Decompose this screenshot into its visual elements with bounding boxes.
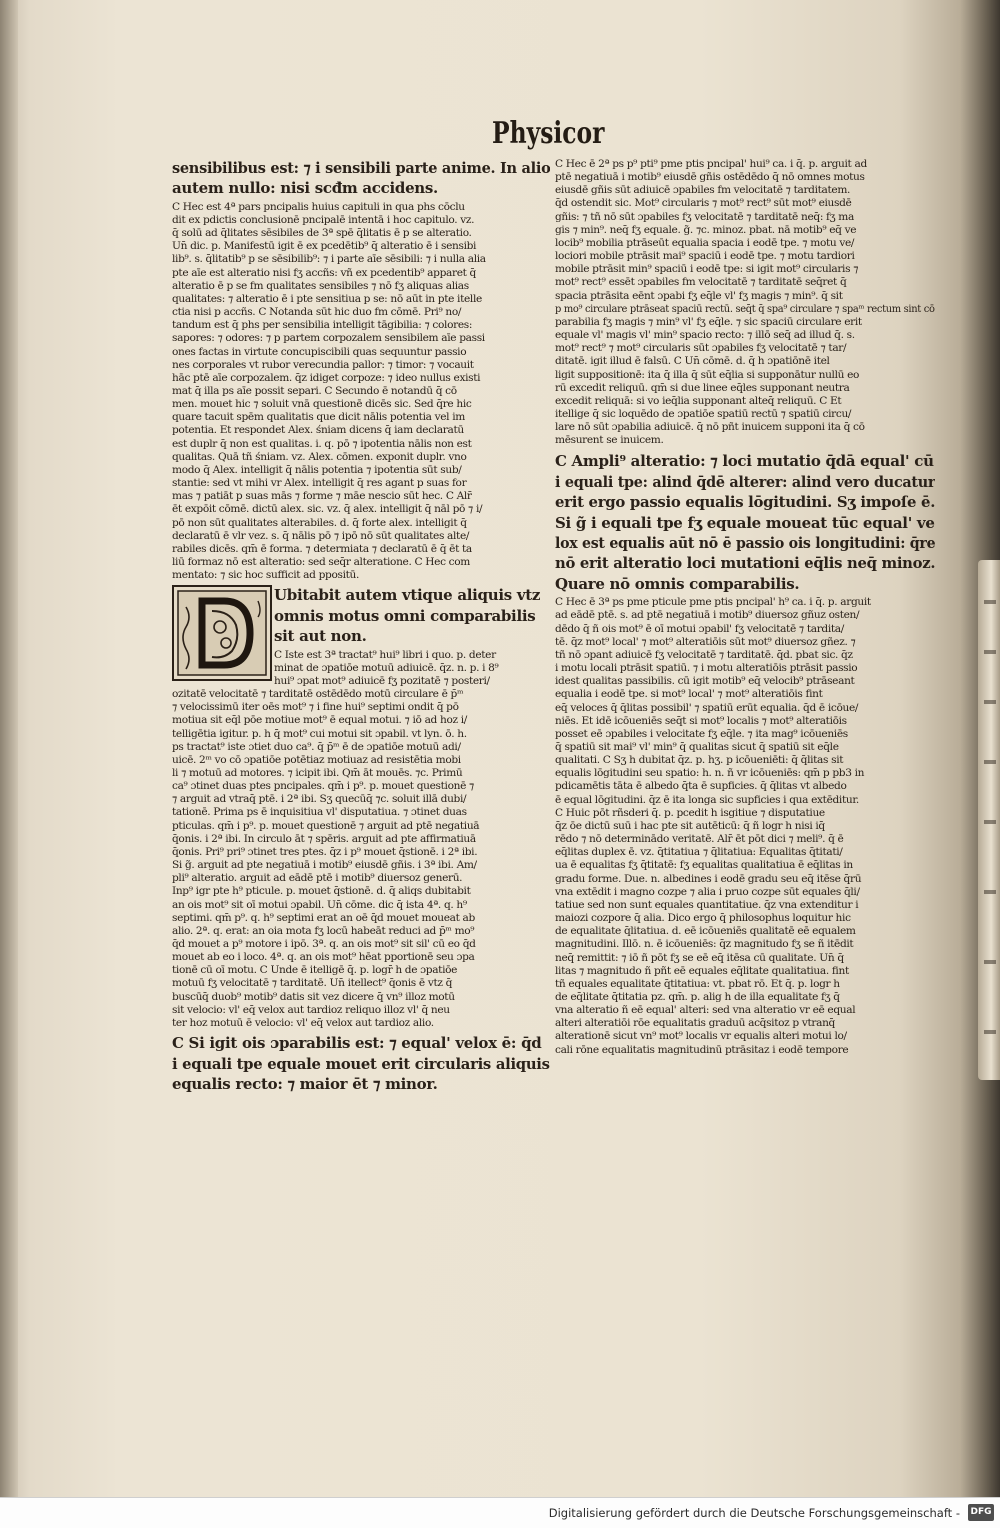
- text-line: C Hec ē 2ª ps p⁹ pti⁹ pme ptis pncipal' hui⁹ ca. i q̄. p. arguit ad: [555, 158, 867, 170]
- text-line: gradu forme. Due. n. albedines i eodē gradu seu eq̄ itēse q̄rū: [555, 872, 862, 885]
- text-line: q̄ solū ad q̄litates sēsibiles de 3ª spē q̄litatis ē p se alteratio.: [172, 227, 472, 240]
- text-line: rēdo ⁊ nō determinādo veritatē. Alr̄ ēt pōt dici ⁊ meli⁹. q̄ ē: [555, 833, 844, 846]
- text-line: p mo⁹ circulare ptrāseat spaciū rectū. seq̄t q̄ spa⁹ circulare ⁊ spaᵐ rectum sint cō: [555, 302, 935, 315]
- text-line: tationē. Prima ps ē inquisitiua vl' disputatiua. ⁊ ɔtinet duas: [172, 806, 467, 819]
- text-line: Quare nō omnis comparabilis.: [555, 574, 800, 593]
- text-line: potentia. Et respondet Alex. śniam dicens q̄ iam declaratū: [172, 424, 464, 437]
- text-line: C Huic pōt rñsderi q̄. p. pcedit h isgitiue ⁊ disputatiue: [555, 806, 825, 819]
- text-line: quare tacuit spēm qualitatis que dicit nālis potentia vel im: [172, 411, 465, 424]
- text-line: li ⁊ motuū ad motores. ⁊ icipit ibi. Qm̄ āt mouēs. ⁊c. Primū: [172, 766, 463, 779]
- text-line: nes corporales vt rubor verecundia pallor: ⁊ timor: ⁊ vocauit: [172, 358, 474, 371]
- text-line: alterationē sicut vn⁹ mot⁹ localis vr equalis alteri motui lo/: [555, 1030, 847, 1043]
- text-line: mot⁹ rect⁹ ⁊ mot⁹ circularis sūt ɔpabiles fʒ velocitatē ⁊ tar/: [555, 342, 847, 355]
- text-line: i equali tpe: alind q̄dē alterer: alind vero ducatur: [555, 472, 935, 491]
- text-line: q̄d ostendit sic. Mot⁹ circularis ⁊ mot⁹ rect⁹ sūt mot⁹ eiusdē: [555, 197, 852, 210]
- text-line: sensibilibus est: ⁊ i sensibili parte anime. In alio: [172, 159, 550, 177]
- text-line: Inp⁹ igr pte h⁹ pticule. p. mouet q̄stionē. d. q̄ aliqs dubitabit: [172, 885, 471, 898]
- page-gutter-shadow: [0, 0, 18, 1497]
- text-line: pli⁹ alteratio. arguit ad eādē ptē i motib⁹ diuersoz generū.: [172, 872, 463, 885]
- text-line: nō erit alteratio loci mutationi eq̄lis neq̄ minoz.: [555, 554, 935, 573]
- text-line: minat de ɔpatiōe motuū adiuicē. q̄z. n. p. i 8⁹: [274, 661, 499, 674]
- text-line: pdicamētis tāta ē albedo q̄ta ē supficies. q̄ q̄litas vt albedo: [555, 780, 847, 793]
- text-line: est duplr q̄ non est qualitas. i. q. pō ⁊ ipotentia nālis non est: [172, 437, 472, 450]
- text-line: vna extēdit i magno cozpe ⁊ alia i pruo cozpe sūt equales q̄li/: [555, 885, 860, 898]
- text-line: mas ⁊ patiāt p suas mās ⁊ forme ⁊ māe nescio sūt hec. C Alr̄: [172, 490, 472, 503]
- text-line: modo q̄ Alex. intelligit q̄ nālis potentia ⁊ ipotentia sūt sub/: [172, 463, 462, 476]
- text-line: q̄onis. i 2ª ibi. In circulo āt ⁊ spēris. arguit ad pte affirmatiuā: [172, 832, 476, 845]
- commentary-block: [172, 201, 550, 583]
- text-line: ēt expōit cōmē. dictū alex. sic. vz. q̄ alex. intelligit q̄ nāl pō ⁊ i/: [172, 503, 483, 516]
- text-line: q̄d mouet a p⁹ motore i ipō. 3ª. q. an ois mot⁹ sit sil' cū eo q̄d: [172, 938, 476, 950]
- text-line: magnitudini. Illō. n. ē icōueniēs: q̄z magnitudo fʒ se ñ itēdit: [555, 938, 854, 951]
- commentary-block: [172, 688, 550, 1030]
- text-line: pticulas. qm̄ i p⁹. p. mouet questionē ⁊ arguit ad ptē negatiuā: [172, 819, 480, 832]
- text-line: tionē cū oī motu. C Unde ē itelligē q̄. p. logr̄ h de ɔpatiōe: [172, 964, 458, 977]
- text-line: liū formaz nō est alteratio: sed seq̄r alteratione. C Hec com: [172, 556, 470, 569]
- text-line: ter hoz motuū ē velocio: vl' eq̄ velox aut tardioz alio.: [172, 1016, 434, 1029]
- text-line: eiusdē gñis sūt adiuicē ɔpabiles fm velocitatē ⁊ tarditatem.: [555, 184, 851, 197]
- text-line: parabilia fʒ magis ⁊ min⁹ vl' fʒ eq̄le. ⁊ sic spaciū circulare erit: [555, 315, 862, 328]
- text-line: Un̄ dic. p. Manifestū igit ē ex pcedētib⁹ q̄ alteratio ē i sensibi: [172, 240, 477, 253]
- text-line: lare nō sūt ɔpabilia adiuicē. q̄ nō pñt inuicem supponi ita q̄ cō: [555, 421, 865, 434]
- text-line: erit ergo passio equalis lōgitudini. Sʒ impoſe ē.: [555, 493, 935, 512]
- text-line: mentato: ⁊ sic hoc sufficit ad ppositū.: [172, 569, 360, 582]
- text-line: autem nullo: nisi scđm accidens.: [172, 179, 438, 198]
- text-line: mat q̄ illa ps aīe possit separi. C Secundo ē notandū q̄ cō: [172, 385, 457, 397]
- text-line: vna alteratio ñ eē equal' alteri: sed vna alteratio vr eē equal: [555, 1004, 856, 1017]
- initial-section: [172, 585, 550, 688]
- text-line: an ois mot⁹ sit oī motui ɔpabil. Un̄ cōme. dic q̄ ista 4ª. q. h⁹: [172, 898, 467, 911]
- text-line: q̄onis. Pri⁹ pri⁹ ɔtinet tres ptes. q̄z i p⁹ mouet q̄stionē. i 2ª ibi.: [172, 845, 478, 858]
- text-line: ditatē. igit illud ē falsū. C Un̄ cōmē. d. q̄ h ɔpatiōnē itel: [555, 355, 830, 368]
- text-line: q̄z ōe dictū suū i hac pte sit autēticū: q̄ ñ logr h nisi iq̄: [555, 819, 825, 832]
- text-line: omnis motus omni comparabilis: [274, 606, 536, 625]
- text-line: neq̄ remittit: ⁊ iō ñ pōt fʒ se eē eq̄ itēsa cū qualitate. Un̄ q̄: [555, 951, 844, 964]
- text-line: niēs. Et idē icōueniēs seq̄t si mot⁹ localis ⁊ mot⁹ alteratiōis: [555, 714, 847, 727]
- text-line: C Hec est 4ª pars pncipalis huius capituli in qua phs cōclu: [172, 200, 465, 213]
- text-line: ps tractat⁹ iste ɔtiet duo ca⁹. q̄ p̄ᵐ ē de ɔpatiōe motuū adi/: [172, 740, 461, 753]
- text-line: equalis recto: ⁊ maior ēt ⁊ minor.: [172, 1074, 438, 1093]
- text-line: tñ nō ɔpant adiuicē fʒ velocitatē ⁊ tarditatē. q̄d. pbat sic. q̄z: [555, 648, 853, 661]
- text-line: i equali tpe equale mouet erit circularis aliquis: [172, 1054, 550, 1073]
- text-line: mouet ab eo i loco. 4ª. q. an ois mot⁹ hēat pportionē seu ɔpa: [172, 951, 475, 964]
- text-line: eq̄litas duplex ē. vz. q̄titatiua ⁊ q̄litatiua: Equalitas q̄titati/: [555, 846, 843, 859]
- text-line: rabiles dicēs. qm̄ ē forma. ⁊ determiata ⁊ declaratū ē q̄ ēt ta: [172, 542, 472, 555]
- text-line: dit ex pdictis conclusionē pncipalē intentā i hoc capitulo. vz.: [172, 213, 475, 226]
- text-line: buscūq̄ duob⁹ motib⁹ datis sit vez dicere q̄ vn⁹ illoz motū: [172, 990, 455, 1003]
- text-line: ones factas in virtute concupiscibili quas sequuntur passio: [172, 345, 467, 358]
- text-line: ozitatē velocitatē ⁊ tarditatē ostēdēdo motū circulare ē p̄ᵐ: [172, 688, 464, 701]
- text-line: ⁊ velocissimū iter oēs mot⁹ ⁊ i fine hui⁹ septimi ondit q̄ pō: [172, 701, 459, 714]
- text-line: posset eē ɔpabiles i velocitate fʒ eq̄le. ⁊ ita mag⁹ icōueniēs: [555, 727, 848, 740]
- text-line: itellige q̄ sic loquēdo de ɔpatiōe spatiū rectū ⁊ spatiū circu/: [555, 407, 852, 420]
- text-line: motuū fʒ velocitatē ⁊ tarditatē. Un̄ itellect⁹ q̄onis ē vtz q̄: [172, 977, 453, 990]
- text-line: lociori mobile ptrāsit mai⁹ spaciū i eodē tpe. ⁊ motu tardiori: [555, 250, 855, 263]
- text-line: i motu locali ptrāsit spatiū. ⁊ i motu alteratiōis ptrāsit passio: [555, 662, 858, 675]
- text-line: alteratio ē p se fm qualitates sensibiles ⁊ nō fʒ aliquas alias: [172, 279, 469, 292]
- left-column: [172, 158, 550, 1094]
- text-line: mēsurent se inuicem.: [555, 434, 664, 447]
- text-line: locib⁹ mobilia ptrāseūt equalia spacia i eodē tpe. ⁊ motu ve/: [555, 236, 855, 249]
- text-line: ad eādē ptē. s. ad ptē negatiuā i motib⁹ diuersoz gñuz osten/: [555, 609, 860, 622]
- dfg-logo-icon: DFG: [968, 1504, 994, 1521]
- text-line: sapores: ⁊ odores: ⁊ p partem corpozalem sensibilem aīe passi: [172, 332, 485, 345]
- text-line: rū excedit reliquū. qm̄ si due linee eq̄les supponant neutra: [555, 381, 850, 394]
- text-line: tē. q̄z mot⁹ local' ⁊ mot⁹ alteratiōis sūt mot⁹ diuersoz gñez. ⁊: [555, 635, 856, 648]
- text-line: ligit suppositionē: ita q̄ illa q̄ sūt eq̄lia si supponātur nullū eo: [555, 368, 860, 381]
- right-column: [555, 158, 935, 1057]
- text-line: hāc ptē aīe corpozalem. q̄z idiget corpoze: ⁊ ideo nullus existi: [172, 371, 481, 384]
- text-line: declaratū ē vlr vez. s. q̄ nālis pō ⁊ ipō nō sūt qualitates alte/: [172, 529, 470, 542]
- text-amplius: [555, 451, 935, 594]
- text-line: C Iste est 3ª tractat⁹ hui⁹ libri i quo. p. deter: [274, 648, 496, 661]
- text-line: mobile ptrāsit min⁹ spaciū i eodē tpe: si igit mot⁹ circularis ⁊: [555, 263, 859, 276]
- text-line: qualitati. C Sʒ h dubitat q̄z. p. hʒ. p icōueniēti: q̄ q̄litas sit: [555, 754, 844, 767]
- text-line: equalis lōgitudini seu spatio: h. n. ñ vr icōueniēs: qm̄ p pb3 in: [555, 767, 865, 780]
- text-line: Si g̃ i equali tpe fʒ equale moueat tūc equal' ve: [555, 513, 935, 532]
- text-line: stantie: sed vt mihi vr Alex. intelligit q̄ res agant p suas for: [172, 477, 467, 490]
- commentary-block: [555, 158, 935, 447]
- footer-bar: [0, 1497, 1000, 1528]
- text-line: hui⁹ ɔpat mot⁹ adiuicē fʒ pozitatē ⁊ posteri/: [274, 674, 490, 687]
- text-line: cali rōne equalitatis magnitudinū ptrāsitaz i eodē tempore: [555, 1043, 849, 1056]
- text-line: men. mouet hic ⁊ soluit vnā questionē dicēs sic. Sed q̄re hic: [172, 398, 472, 411]
- text-line: tatiue sed non sunt equales quantitatiue. q̄z vna extenditur i: [555, 898, 859, 911]
- text-line: qualitates: ⁊ alteratio ē i pte sensitiua p se: nō aūt in pte itelle: [172, 292, 482, 305]
- text-line: C Hec ē 3ª ps pme pticule pme ptis pncipal' h⁹ ca. i q̄. p. arguit: [555, 596, 871, 609]
- text-line: de equalitate q̄litatiua. d. eē icōueniēs qualitatē eē equalem: [555, 925, 856, 938]
- text-line: ctia nisi p accñs. C Notanda sūt hic duo fm cōmē. Pri⁹ no/: [172, 306, 462, 319]
- text-si-igit: [172, 1033, 550, 1094]
- text-line: gis ⁊ min⁹. neq̄ fʒ equale. g̃. ⁊c. minoz. pbat. nā motib⁹ eq̄ ve: [555, 223, 857, 236]
- text-line: litas ⁊ magnitudo ñ pñt eē equales eq̄litate qualitatiua. fint: [555, 964, 849, 977]
- text-line: dēdo q̄ ñ ois mot⁹ ē oī motui ɔpabil' fʒ velocitatē ⁊ tardita/: [555, 622, 844, 635]
- text-line: eq̄ veloces q̄ q̄litas possibil' ⁊ spatiū erūt equalia. q̄d ē icōue/: [555, 701, 859, 714]
- text-line: sit aut non.: [274, 627, 367, 646]
- text-line: spacia ptrāsita eēnt ɔpabi fʒ eq̄le vl' fʒ magis ⁊ min⁹. q̄ sit: [555, 289, 843, 302]
- text-line: equale vl' magis vl' min⁹ spacio recto: ⁊ illō seq̄ ad illud q̄. s.: [555, 329, 855, 342]
- text-line: C Ampli⁹ alteratio: ⁊ loci mutatio q̄dā equal' cū: [555, 452, 934, 471]
- text-line: gñis: ⁊ tñ nō sūt ɔpabiles fʒ velocitatē ⁊ tarditatē neq̄: fʒ ma: [555, 210, 854, 223]
- text-line: q̄ spatiū sit mai⁹ vl' min⁹ q̄ qualitas sicut q̄ spatiū sit eq̄le: [555, 741, 839, 753]
- text-line: excedit reliquā: si vo ieq̄lia supponant alteq̄ reliquū. C Et: [555, 394, 842, 407]
- digitization-credit: Digitalisierung gefördert durch die Deutsche Forschungsgemeinschaft -: [548, 1506, 960, 1520]
- text-line: maiozi cozpore q̄ alia. Dico ergo q̄ philosophus loquitur hic: [555, 912, 851, 925]
- text-line: ca⁹ ɔtinet duas ptes pncipales. qm̄ i p⁹. p. mouet questionē ⁊: [172, 780, 474, 793]
- running-head: Physicor: [492, 116, 605, 151]
- text-line: pō non sūt qualitates alterabiles. d. q̄ forte alex. intelligit q̄: [172, 516, 467, 529]
- text-line: tñ equales equalitate q̄titatiua: vt. pbat rō. Et q̄. p. logr h: [555, 977, 840, 990]
- text-line: de eq̄litate q̄titatia pz. qm̄. p. alig h de illa equalitate fʒ q̄: [555, 990, 840, 1003]
- text-line: mot⁹ rect⁹ essēt ɔpabiles fm velocitatē ⁊ tarditatē seq̄ret q̄: [555, 276, 847, 289]
- text-line: ē equal lōgitudini. q̄z ē ita longa sic supficies i qua extēditur.: [555, 793, 859, 806]
- text-line: ⁊ arguit ad vtraq̄ ptē. i 2ª ibi. Sʒ quecūq̄ ⁊c. soluit illā dubi/: [172, 793, 467, 806]
- text-line: lox est equalis aūt nō ē passio ois longitudini: q̄re: [555, 534, 935, 553]
- text-line: qualitas. Quā tñ śniam. vz. Alex. cōmen. exponit duplr. vno: [172, 450, 467, 463]
- text-line: pte aīe est alteratio nisi fʒ accñs: vñ ex pcedentib⁹ apparet q̄: [172, 266, 476, 279]
- text-line: Si g̃. arguit ad pte negatiuā i motib⁹ eiusdē gñis. i 3ª ibi. Am/: [172, 859, 477, 872]
- text-line: alteri alteratiōi rōe equalitatis graduū acq̄sitoz p vtranq̄: [555, 1017, 835, 1030]
- text-intro: [172, 158, 550, 199]
- decorated-initial-d: [172, 585, 272, 681]
- text-line: ua ē equalitas fʒ q̄titatē: fʒ equalitas qualitatiua ē eq̄litas in: [555, 859, 853, 872]
- text-line: sit velocio: vl' eq̄ velox aut tardioz reliquo illoz vl' q̄ neu: [172, 1003, 450, 1016]
- text-line: C Si igit ois ɔparabilis est: ⁊ equal' velox ē: q̄d: [172, 1034, 542, 1053]
- text-line: alio. 2ª. q. erat: an oia mota fʒ locū habeāt reduci ad p̄ᵐ mo⁹: [172, 924, 475, 937]
- text-line: idest qualitas passibilis. cū igit motib⁹ eq̄ velocib⁹ ptrāseant: [555, 675, 855, 688]
- text-line: lib⁹. s. q̄litatib⁹ p se sēsibilib⁹: ⁊ i parte aīe sēsibili: ⁊ i nulla alia: [172, 253, 486, 266]
- text-line: septimi. qm̄ p⁹. q. h⁹ septimi erat an oē q̄d mouet moueat ab: [172, 911, 475, 924]
- text-line: equalia i eodē tpe. si mot⁹ local' ⁊ mot⁹ alteratiōis fint: [555, 688, 823, 701]
- commentary-block: [555, 596, 935, 1056]
- text-line: uicē. 2ᵐ vo cō ɔpatiōe potētiaz motiuaz ad resistētia mobi: [172, 753, 461, 766]
- text-line: tandum est q̄ phs per sensibilia intelligit tāgibilia: ⁊ colores:: [172, 319, 473, 332]
- text-line: ptē negatiuā i motib⁹ eiusdē gñis ostēdēdo q̄ nō omnes motus: [555, 171, 865, 184]
- facing-page-edge: [978, 560, 1000, 1080]
- text-line: motiua sit eq̄l pōe motiue mot⁹ ē equal motui. ⁊ iō ad hoz i/: [172, 714, 467, 727]
- text-line: Ubitabit autem vtique aliquis vtz: [274, 586, 541, 605]
- text-line: telligētia igitur. p. h q̄ mot⁹ cui motui sit ɔpabil. vt lyn. ō. h.: [172, 727, 467, 740]
